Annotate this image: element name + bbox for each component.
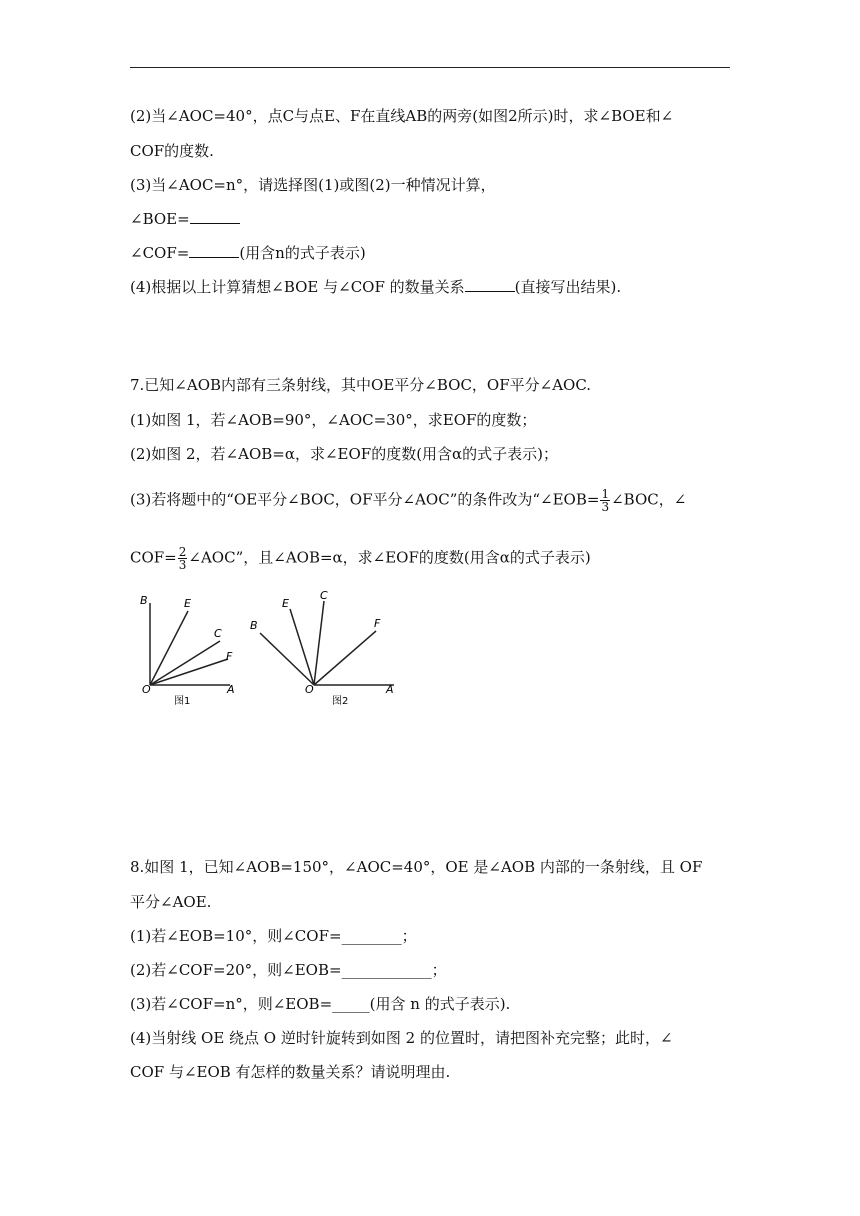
answer-blank[interactable]: ____________	[341, 961, 432, 979]
answer-blank[interactable]	[190, 209, 240, 224]
q8-intro-line2: 平分∠AOE.	[130, 893, 212, 911]
label-a: A	[386, 683, 394, 696]
answer-blank[interactable]	[465, 277, 515, 292]
figure-2-caption: 图2	[332, 696, 349, 707]
q8-part4-line1: (4)当射线 OE 绕点 O 逆时针旋转到如图 2 的位置时，请把图补充完整；此时，∠	[130, 1029, 673, 1047]
figure-2	[260, 601, 394, 685]
q6-part3: (3)当∠AOC=n°，请选择图(1)或图(2)一种情况计算，	[130, 176, 496, 194]
figure-1	[150, 603, 230, 685]
ray-of	[314, 631, 376, 685]
q7-part2: (2)如图 2，若∠AOB=α，求∠EOF的度数(用含α的式子表示)；	[130, 445, 559, 463]
label-b: B	[250, 619, 258, 632]
figure-1-caption: 图1	[174, 696, 191, 707]
fraction-two-thirds: $\frac{2}{3}$	[178, 545, 187, 572]
q8-part2: (2)若∠COF=20°，则∠EOB=____________；	[130, 961, 447, 979]
q7-part3-line2: COF= $\frac{2}{3}$ ∠AOC”，且∠AOB=α，求∠EOF的度数(用含α的式子表示)	[130, 545, 591, 572]
label-f: F	[226, 650, 233, 663]
q8-part4-line2: COF 与∠EOB 有怎样的数量关系？请说明理由.	[130, 1063, 451, 1081]
q7-part1: (1)如图 1，若∠AOB=90°，∠AOC=30°，求EOF的度数；	[130, 411, 537, 429]
q6-part2-line2: COF的度数.	[130, 142, 214, 160]
answer-blank[interactable]: _____	[332, 995, 370, 1013]
q6-cof-line: ∠COF= (用含n的式子表示)	[130, 244, 366, 262]
q8-part1: (1)若∠EOB=10°，则∠COF=________；	[130, 927, 417, 945]
q7-intro: 7.已知∠AOB内部有三条射线，其中OE平分∠BOC，OF平分∠AOC.	[130, 376, 592, 394]
label-f: F	[374, 617, 381, 630]
label-e: E	[282, 597, 289, 610]
label-c: C	[214, 627, 222, 640]
label-o: O	[305, 683, 314, 696]
q6-part2-line1: (2)当∠AOC=40°，点C与点E、F在直线AB的两旁(如图2所示)时，求∠BOE和∠	[130, 107, 674, 125]
label-c: C	[320, 589, 328, 602]
label-e: E	[184, 597, 191, 610]
ray-oc	[314, 601, 324, 685]
answer-blank[interactable]: ________	[341, 927, 402, 945]
label-a: A	[227, 683, 235, 696]
label-b: B	[140, 594, 148, 607]
q6-boe-line: ∠BOE=	[130, 209, 240, 229]
q8-intro-line1: 8.如图 1，已知∠AOB=150°，∠AOC=40°，OE 是∠AOB 内部的一条射线，且 OF	[130, 858, 703, 876]
header-rule	[130, 67, 730, 68]
q7-figures	[130, 585, 410, 710]
q7-part3-line1: (3)若将题中的“OE平分∠BOC，OF平分∠AOC”的条件改为“∠EOB= $\frac{1}{3}$ ∠BOC，∠	[130, 487, 687, 514]
answer-blank[interactable]	[189, 243, 239, 258]
fraction-one-third: $\frac{1}{3}$	[601, 487, 610, 514]
label-o: O	[142, 683, 151, 696]
q8-part3: (3)若∠COF=n°，则∠EOB=_____(用含 n 的式子表示).	[130, 995, 511, 1013]
q6-part4: (4)根据以上计算猜想∠BOE 与∠COF 的数量关系 (直接写出结果).	[130, 278, 622, 296]
